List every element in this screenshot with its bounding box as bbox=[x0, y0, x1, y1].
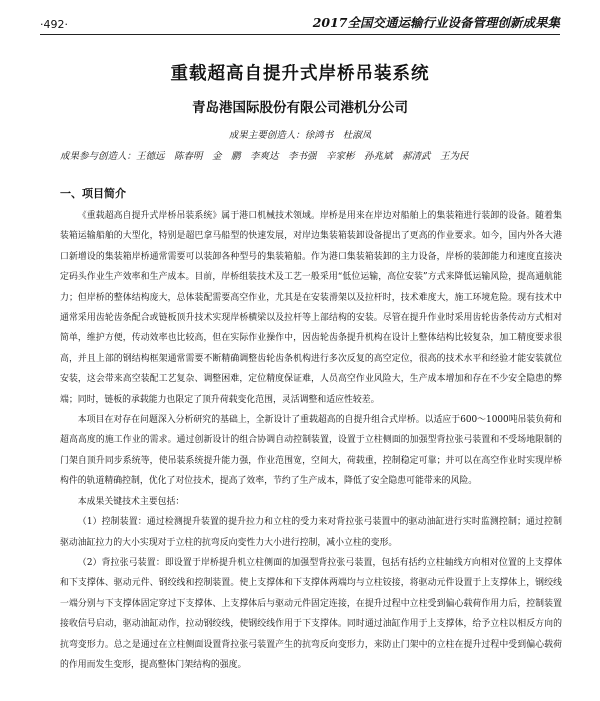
paragraph: 《重载超高自提升式岸桥吊装系统》属于港口机械技术领域。岸桥是用来在岸边对船舶上的集装箱进行装卸的设备。随着集装箱运输船舶的大型化，特别是超巴拿马船型的快速发展，对岸边集装箱装卸设备提出了更高的作业要求。如今，国内外各大港口新增设的集装箱岸桥通常需要可以装卸各种型号的集装箱船。作为港口集装箱装卸的主力设备，岸桥的装卸能力和速度直接决定码头作业生产效率和生产成本。目前，岸桥组装技术及工艺一般采用“低位运输，高位安装”方式来降低运输风险，提高通航能力；但岸桥的整体结构庞大，总体装配需要高空作业，尤其是在安装滑架以及拉杆时，技术难度大，施工环境危险。现有技术中通常采用齿轮齿条配合或链板顶升技术实现岸桥横梁以及拉杆等上部结构的安装。尽管在提升作业时采用齿轮齿条传动方式相对简单，维护方便，传动效率也比较高，但在实际作业操作中，因齿轮齿条提升机构在设计上整体结构比较复杂，加工精度要求很高，并且上部的钢结构框架通常需要不断精确调整齿轮齿条机构进行多次反复的高空定位，很高的技术水平和经验才能安装就位安装，这会带来高空装配工艺复杂、调整困难，定位精度保证难，人员高空作业风险大，生产成本增加和存在不少安全隐患的弊端；同时，链板的承载能力也限定了顶升荷载变化范围，灵活调整和适应性较差。 bbox=[60, 211, 562, 405]
main-creators: 成果主要创造人：徐鸿书 杜淑凤 bbox=[228, 130, 372, 141]
article-body bbox=[60, 206, 562, 675]
organization-name: 青岛港国际股份有限公司港机分公司 bbox=[192, 100, 408, 116]
paragraph: （2）背拉张弓装置：即设置于岸桥提升机立柱侧面的加强型背拉张弓装置，包括有括约立柱轴线方向相对位置的上支撑体和下支撑体、驱动元件、钢绞线和控制装置。使上支撑体和下支撑体两端均与立柱铰接，将驱动元件设置于上支撑体上，钢绞线一端分别与下支撑体固定穿过下支撑体、上支撑体后与驱动元件固定连接，在提升过程中立柱受到偏心载荷作用力后，控制装置接收信号启动，驱动油缸动作，拉动钢绞线，使钢绞线作用于下支撑体。同时通过油缸作用于上支撑体，给予立柱以相反方向的抗弯变形力。总之是通过在立柱侧面设置背拉张弓装置产生的抗弯反向变形力，来防止门架中的立柱在提升过程中受到偏心载荷的作用而发生变形，提高整体门架结构的强度。 bbox=[60, 557, 562, 670]
journal-title: 2017全国交通运输行业设备管理创新成果集 bbox=[312, 15, 560, 30]
participants: 成果参与创造人：王德远 陈春明 金 鹏 李爽达 李书强 辛家彬 孙兆斌 郝清武 王为民 bbox=[60, 151, 469, 162]
page-number: ·492· bbox=[40, 18, 68, 31]
paragraph: 本项目在对存在问题深入分析研究的基础上，全新设计了重载超高的自提升组合式岸桥。以适应于600～1000吨吊装负荷和超高高度的施工作业的需求。通过创新设计的组合协调自动控制装置，设置于立柱侧面的加强型背拉张弓装置和不受场地限制的门架自顶升同步系统等，使吊装系统提升能力强，作业范围宽，空间大，荷载重，控制稳定可靠；并可以在高空作业时实现岸桥构件的轨道精确控制，优化了对位技术，提高了效率，节约了生产成本，降低了安全隐患可能带来的风险。 bbox=[60, 415, 562, 487]
running-header bbox=[40, 10, 560, 35]
paragraph: （1）控制装置：通过检测提升装置的提升拉力和立柱的受力来对背拉张弓装置中的驱动油缸进行实时监测控制；通过控制驱动油缸拉力的大小实现对于立柱的抗弯反向变性力大小进行控制，减小立柱的变形。 bbox=[60, 517, 562, 548]
section-heading: 一、项目简介 bbox=[60, 187, 126, 200]
article-title: 重载超高自提升式岸桥吊装系统 bbox=[170, 64, 430, 84]
paragraph: 本成果关键技术主要包括： bbox=[77, 496, 185, 507]
